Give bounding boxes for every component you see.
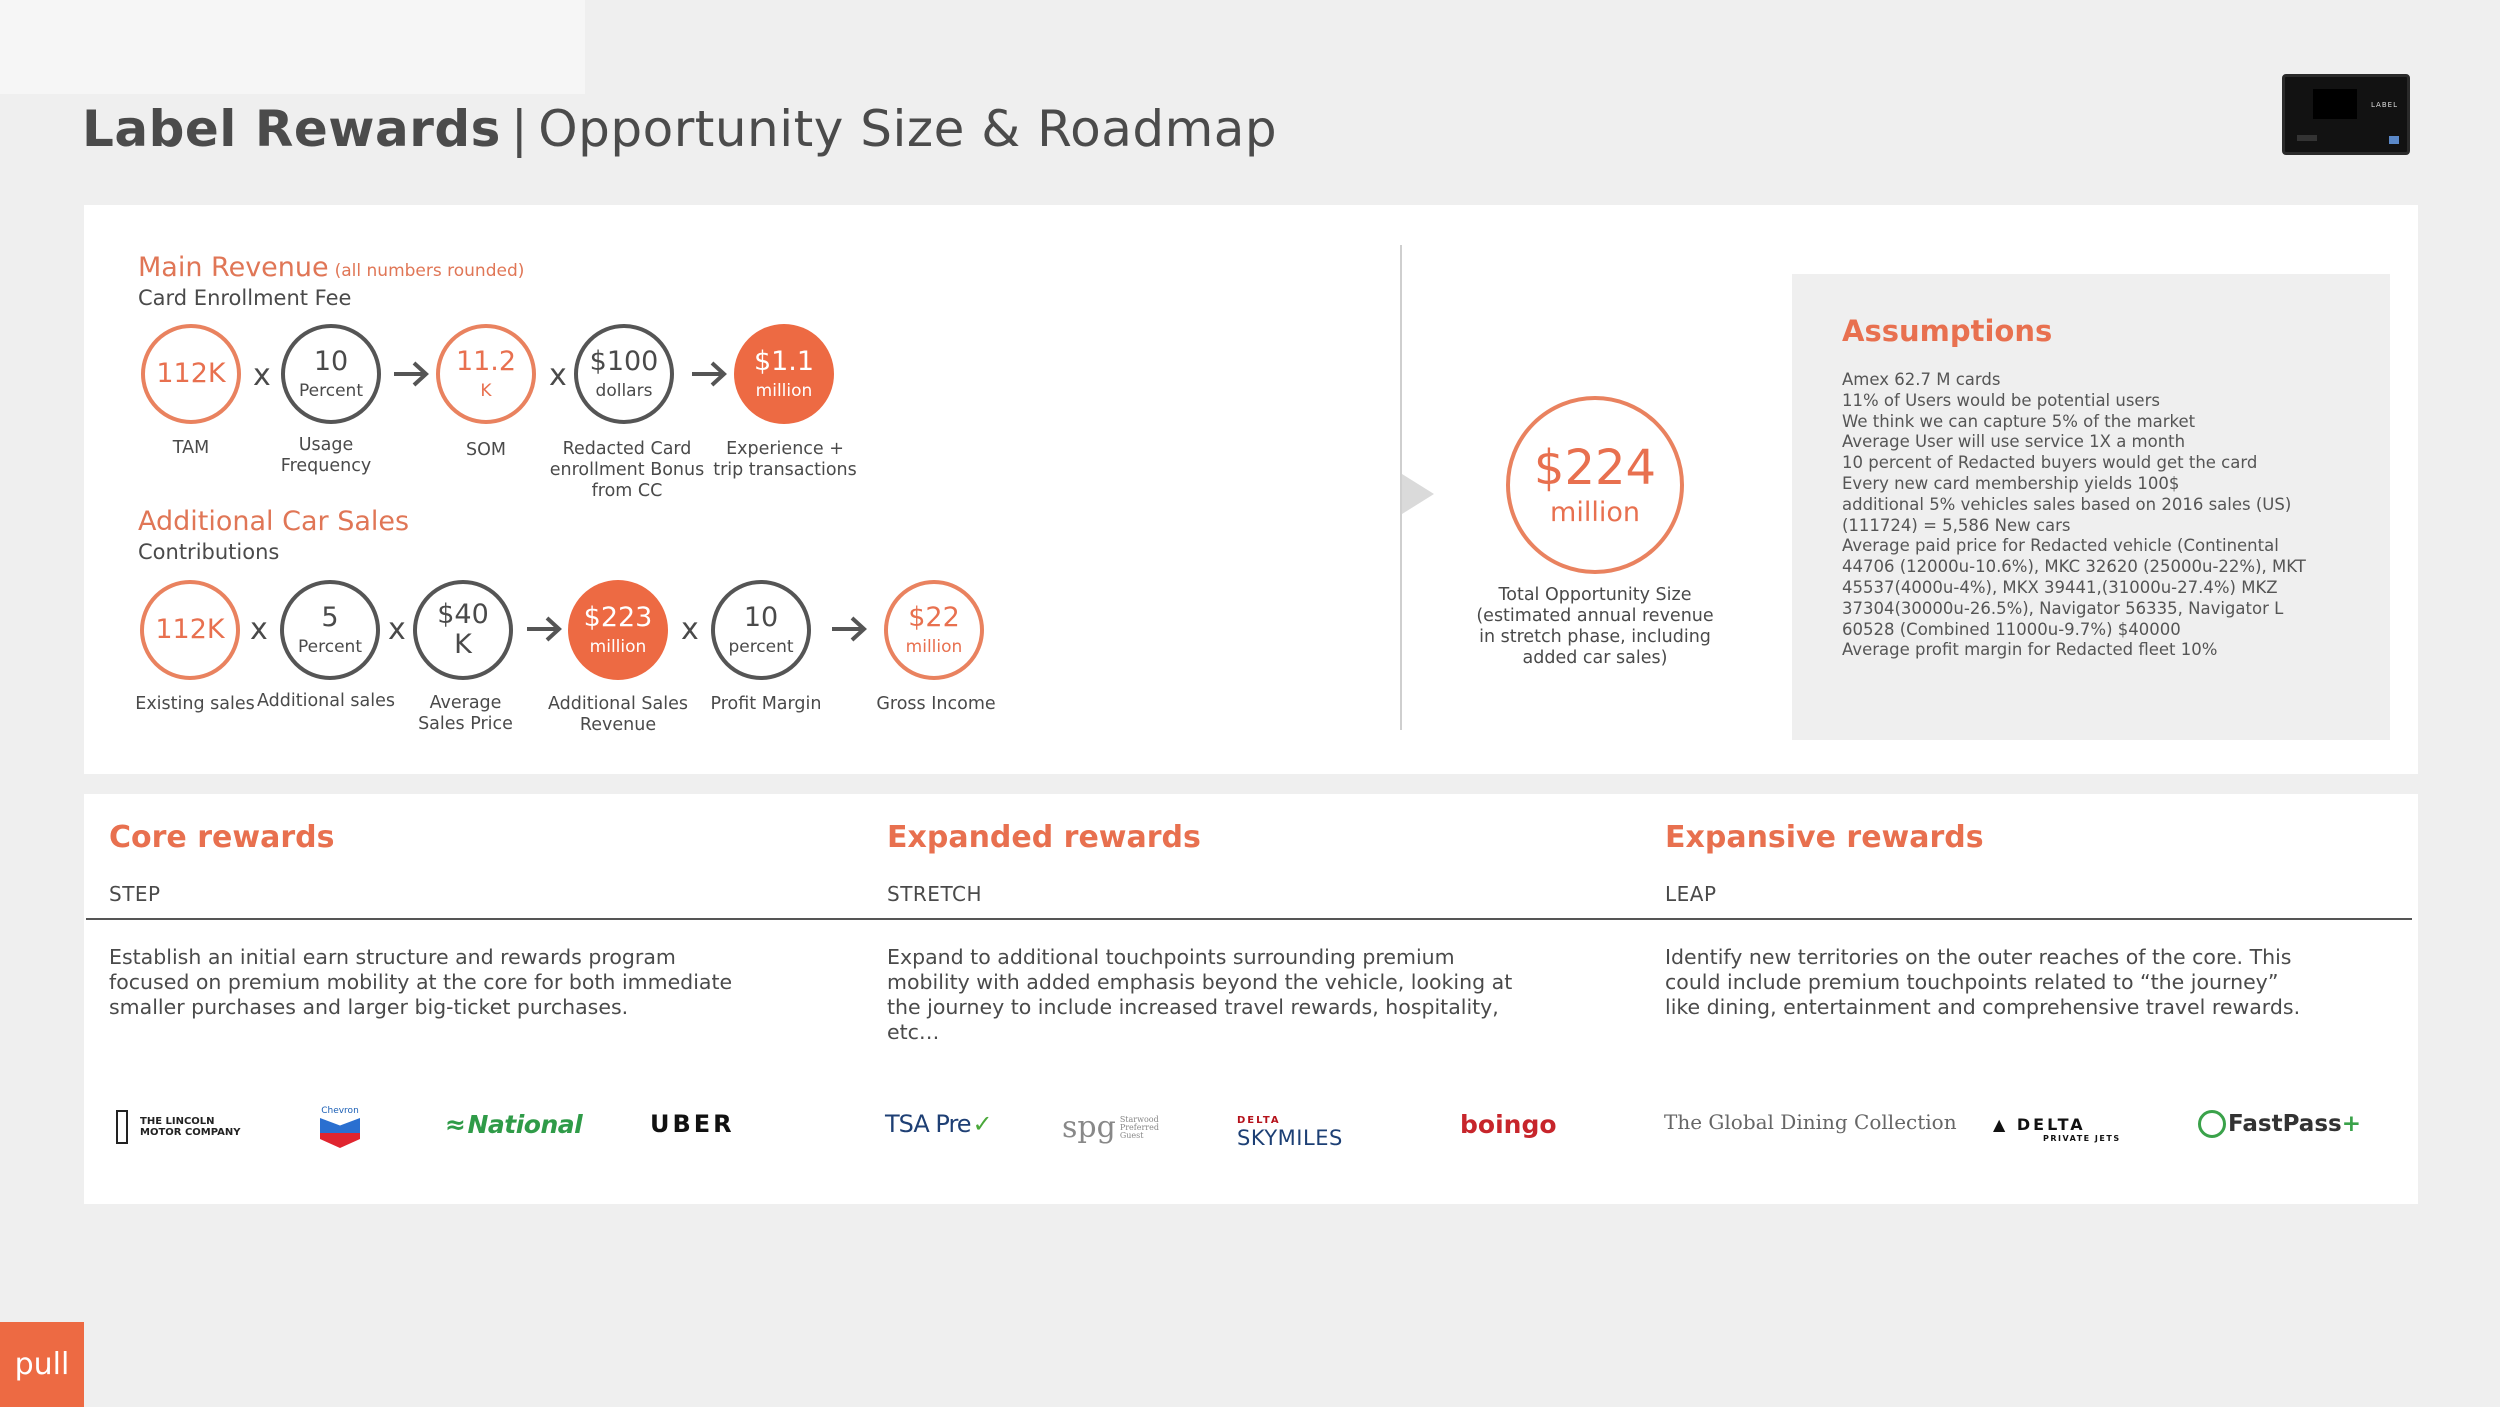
profit-margin-label: Profit Margin — [710, 694, 822, 714]
gross-income-circle — [884, 580, 984, 680]
profit-margin-circle — [711, 580, 811, 680]
average-price-value: $40 — [437, 599, 489, 631]
car-sales-subtitle: Contributions — [138, 540, 280, 564]
card-label: LABEL — [2371, 101, 2398, 109]
enrollment-bonus-unit: dollars — [595, 380, 653, 401]
tsa-logo-text: TSA Pre — [885, 1110, 971, 1138]
enrollment-bonus-circle — [574, 324, 674, 424]
profit-margin-value: 10 — [743, 601, 779, 633]
credit-card-image — [2282, 74, 2410, 155]
average-price-circle — [413, 580, 513, 680]
arrow-right-icon — [830, 614, 868, 644]
fastpass-plus: + — [2341, 1111, 2361, 1137]
multiply-operator: x — [250, 612, 268, 647]
som-label: SOM — [466, 440, 506, 460]
card-network-icon — [2389, 136, 2399, 144]
enrollment-bonus-value: $100 — [589, 345, 659, 377]
tsa-precheck-logo — [885, 1110, 992, 1138]
expansive-rewards-title: Expansive rewards — [1665, 820, 1984, 855]
expanded-rewards-title: Expanded rewards — [887, 820, 1201, 855]
corner-block — [0, 0, 585, 94]
main-revenue-title-text: Main Revenue — [138, 252, 329, 283]
average-price-label: Average Sales Price — [418, 693, 513, 734]
assumption-item: Average User will use service 1X a month — [1842, 432, 2186, 452]
lincoln-logo-text: THE LINCOLN MOTOR COMPANY — [140, 1115, 241, 1138]
existing-sales-circle — [140, 580, 240, 680]
assumption-item: 60528 (Combined 11000u-9.7%) $40000 — [1842, 619, 2181, 639]
core-rewards-tag: STEP — [109, 882, 161, 906]
experience-revenue-label: Experience + trip transactions — [713, 439, 857, 480]
national-logo: ≈ National — [445, 1110, 583, 1139]
assumptions-box — [1792, 274, 2390, 740]
skymiles-logo-text: SKYMILES — [1237, 1126, 1343, 1150]
title-bold: Label Rewards — [82, 100, 501, 158]
experience-revenue-value: $1.1 — [753, 345, 815, 377]
page-title — [82, 100, 1277, 158]
expanded-rewards-tag: STRETCH — [887, 882, 982, 906]
delta-logo-text: DELTA — [1237, 1115, 1281, 1126]
gross-income-label: Gross Income — [876, 694, 996, 714]
card-details — [2297, 135, 2317, 141]
multiply-operator: x — [388, 612, 406, 647]
card-redaction — [2313, 89, 2357, 119]
experience-revenue-circle — [734, 324, 834, 424]
additional-sales-label: Additional sales — [256, 691, 395, 711]
usage-frequency-label: Usage Frequency — [280, 435, 372, 476]
car-sales-title: Additional Car Sales — [138, 506, 410, 537]
assumption-item: 44706 (12000u-10.6%), MKC 32620 (25000u-22%), MKT — [1842, 557, 2306, 577]
spg-logo — [1062, 1110, 1164, 1145]
gross-income-unit: million — [905, 636, 963, 657]
delta-pj-logo-subtext: PRIVATE JETS — [2043, 1134, 2121, 1143]
assumption-item: 45537(4000u-4%), MKX 39441,(31000u-27.4%) MKZ — [1842, 577, 2278, 597]
core-rewards-title: Core rewards — [109, 820, 335, 855]
additional-sales-value: 5 — [321, 601, 339, 633]
assumptions-title: Assumptions — [1842, 314, 2053, 348]
title-separator: | — [510, 100, 529, 158]
spg-logo-subtext: Starwood Preferred Guest — [1119, 1114, 1159, 1140]
expansive-rewards-description: Identify new territories on the outer reaches of the core. This could include premium touchpoints related to “the journey” like dining, entertainment and comprehensive travel rewards. — [1665, 945, 2301, 1019]
check-icon: ✓ — [972, 1110, 992, 1138]
existing-sales-label: Existing sales — [135, 694, 255, 714]
chevron-logo-text: Chevron — [321, 1106, 359, 1116]
assumption-item: We think we can capture 5% of the market — [1842, 411, 2196, 431]
lincoln-star-icon — [116, 1110, 128, 1144]
pull-brand-logo: pull — [0, 1322, 84, 1407]
som-circle — [436, 324, 536, 424]
sales-revenue-label: Additional Sales Revenue — [548, 694, 688, 735]
uber-logo: UBER — [650, 1110, 735, 1138]
arrow-right-icon — [525, 614, 563, 644]
assumption-item: Amex 62.7 M cards — [1842, 370, 2001, 389]
assumption-item: Every new card membership yields 100$ — [1842, 473, 2180, 493]
assumptions-list — [1842, 370, 2362, 661]
tam-circle — [141, 324, 241, 424]
delta-private-jets-logo — [1993, 1115, 2121, 1143]
spg-logo-text: spg — [1062, 1110, 1116, 1145]
global-dining-logo: The Global Dining Collection — [1664, 1110, 1957, 1134]
boingo-logo: boingo — [1460, 1110, 1557, 1139]
delta-pj-logo-text: ▲ DELTA — [1993, 1115, 2086, 1134]
sales-revenue-circle — [568, 580, 668, 680]
total-unit: million — [1550, 496, 1640, 528]
assumption-item: additional 5% vehicles sales based on 2016 sales (US) — [1842, 494, 2292, 514]
total-opportunity-label: Total Opportunity Size (estimated annual revenue in stretch phase, including added car sales) — [1476, 585, 1714, 668]
multiply-operator: x — [681, 612, 699, 647]
som-value: 11.2 — [455, 345, 517, 377]
enrollment-bonus-label: Redacted Card enrollment Bonus from CC — [549, 439, 705, 501]
tam-label: TAM — [172, 438, 210, 458]
profit-margin-unit: percent — [728, 636, 794, 657]
fastpass-logo-text: FastPass — [2228, 1111, 2342, 1137]
expanded-rewards-description: Expand to additional touchpoints surrounding premium mobility with added emphasis beyond the vehicle, looking at the journey to include increased travel rewards, hospitality, etc… — [887, 945, 1513, 1044]
sales-revenue-unit: million — [589, 636, 647, 657]
arrow-right-icon — [392, 359, 430, 389]
main-revenue-subtitle: Card Enrollment Fee — [138, 286, 352, 310]
assumption-item: Average paid price for Redacted vehicle (Continental — [1842, 536, 2279, 556]
som-unit: K — [480, 380, 492, 401]
experience-revenue-unit: million — [755, 380, 813, 401]
usage-frequency-unit: Percent — [299, 380, 363, 401]
expansive-rewards-tag: LEAP — [1665, 882, 1717, 906]
sales-revenue-value: $223 — [583, 601, 653, 633]
core-rewards-description: Establish an initial earn structure and rewards program focused on premium mobility at the core for both immediate smaller purchases and larger big-ticket purchases. — [109, 945, 733, 1019]
assumption-item: Average profit margin for Redacted fleet 10% — [1842, 640, 2218, 660]
roadmap-divider — [86, 918, 2412, 920]
main-revenue-title — [138, 252, 524, 283]
tam-value: 112K — [156, 358, 226, 390]
main-revenue-note: (all numbers rounded) — [334, 261, 525, 281]
lincoln-logo — [116, 1110, 250, 1144]
total-value: $224 — [1533, 440, 1657, 497]
average-price-unit: K — [454, 629, 472, 660]
delta-skymiles-logo — [1237, 1115, 1343, 1150]
arrow-right-icon — [690, 359, 728, 389]
triangle-pointer-icon — [1402, 474, 1434, 514]
chevron-hallmark-icon — [320, 1118, 360, 1148]
national-logo-text: National — [467, 1110, 583, 1139]
usage-frequency-circle — [281, 324, 381, 424]
title-subtitle: Opportunity Size & Roadmap — [538, 100, 1278, 158]
delta-pj-name: DELTA — [2016, 1115, 2086, 1134]
assumption-item: 11% of Users would be potential users — [1842, 390, 2160, 410]
assumption-item: (111724) = 5,586 New cars — [1842, 515, 2071, 535]
assumption-item: 10 percent of Redacted buyers would get the card — [1842, 453, 2258, 473]
multiply-operator: x — [253, 358, 271, 393]
additional-sales-unit: Percent — [298, 636, 362, 657]
existing-sales-value: 112K — [155, 614, 225, 646]
fastpass-logo — [2198, 1110, 2361, 1138]
multiply-operator: x — [549, 358, 567, 393]
additional-sales-circle — [280, 580, 380, 680]
chevron-logo — [320, 1106, 360, 1148]
total-opportunity-circle — [1506, 396, 1684, 574]
gross-income-value: $22 — [908, 601, 960, 633]
usage-frequency-value: 10 — [313, 345, 349, 377]
mickey-ring-icon — [2198, 1110, 2226, 1138]
assumption-item: 37304(30000u-26.5%), Navigator 56335, Navigator L — [1842, 598, 2284, 618]
